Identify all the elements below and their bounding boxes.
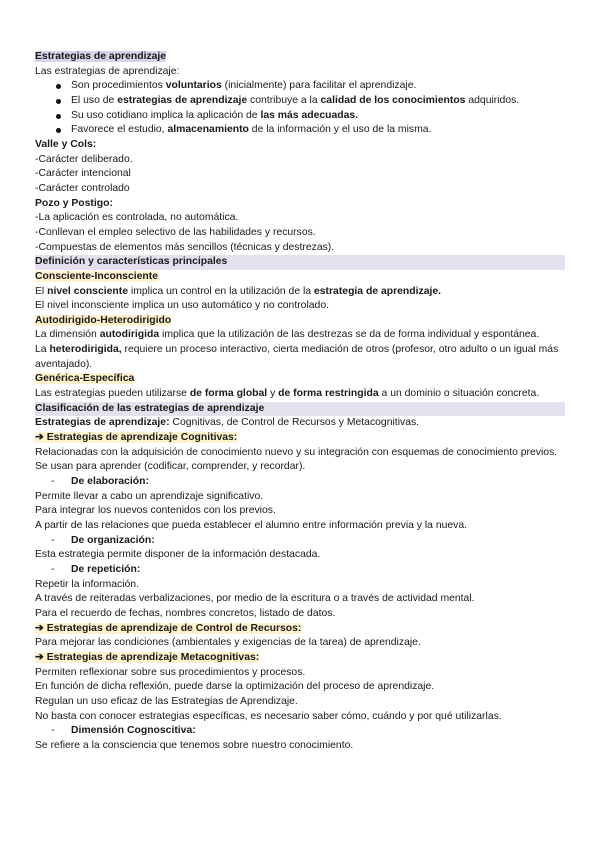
- bullet-icon: [56, 99, 61, 104]
- repetition-heading: - De repetición:: [51, 563, 141, 575]
- pozo-item: -La aplicación es controlada, no automática.: [35, 212, 239, 224]
- pozo-heading: Pozo y Postigo:: [35, 197, 113, 209]
- metacognitive-heading: ➔ Estrategias de aprendizaje Metacognitivas:: [35, 651, 565, 666]
- document-body: [35, 50, 565, 754]
- cognitive-text: Se usan para aprender (codificar, comprender, y recordar).: [35, 461, 306, 473]
- classification-text: Estrategias de aprendizaje: Cognitivas, de Control de Recursos y Metacognitivas.: [35, 417, 420, 429]
- cognitive-text: Relacionadas con la adquisición de conocimiento nuevo y su integración con esquemas de conocimiento previos.: [35, 446, 558, 458]
- arrow-right-icon: ➔: [35, 651, 44, 663]
- bullet-item: Son procedimientos voluntarios (inicialmente) para facilitar el aprendizaje.: [35, 79, 565, 94]
- elaboration-text: Para integrar los nuevos contenidos con los previos.: [35, 505, 276, 517]
- metacognitive-text: Regulan un uso eficaz de las Estrategias de Aprendizaje.: [35, 695, 298, 707]
- valle-heading: Valle y Cols:: [35, 138, 97, 150]
- repetition-text: A través de reiteradas verbalizaciones, por medio de la escritura o a través de actividad mental.: [35, 593, 475, 605]
- metacognitive-text: En función de dicha reflexión, puede darse la optimización del proceso de aprendizaje.: [35, 681, 435, 693]
- auto-text: La dimensión autodirigida implica que la utilización de las destrezas se da de forma individual y espontánea.: [35, 329, 540, 341]
- arrow-right-icon: ➔: [35, 622, 44, 634]
- cognitive-dimension-heading: - Dimensión Cognoscitiva:: [51, 725, 196, 737]
- elaboration-heading: - De elaboración:: [51, 476, 149, 488]
- valle-item: -Carácter intencional: [35, 168, 131, 180]
- ci-text: El nivel inconsciente implica un uso automático y no controlado.: [35, 300, 329, 312]
- cognitive-dimension-text: Se refiere a la consciencia que tenemos sobre nuestro conocimiento.: [35, 739, 354, 751]
- pozo-item: -Conllevan el empleo selectivo de las habilidades y recursos.: [35, 226, 316, 238]
- valle-item: -Carácter deliberado.: [35, 153, 133, 165]
- ci-heading: Consciente-Inconsciente: [35, 270, 158, 282]
- bullet-item: Favorece el estudio, almacenamiento de la información y el uso de la misma.: [35, 123, 565, 138]
- bullet-list: [35, 79, 565, 138]
- bullet-icon: [56, 84, 61, 89]
- cognitive-heading: ➔ Estrategias de aprendizaje Cognitivas:: [35, 431, 565, 446]
- section-title: Estrategias de aprendizaje: [35, 51, 167, 62]
- gen-heading: Genérica-Específica: [35, 373, 135, 385]
- bullet-item: El uso de estrategias de aprendizaje contribuye a la calidad de los conocimientos adquiridos.: [35, 94, 565, 109]
- valle-item: -Carácter controlado: [35, 182, 130, 194]
- pozo-item: -Compuestas de elementos más sencillos (técnicas y destrezas).: [35, 241, 335, 253]
- repetition-text: Para el recuerdo de fechas, nombres concretos, listado de datos.: [35, 607, 336, 619]
- bullet-icon: [56, 114, 61, 119]
- elaboration-text: Permite llevar a cabo un aprendizaje significativo.: [35, 490, 264, 502]
- auto-heading: Autodirigido-Heterodirigido: [35, 314, 172, 326]
- organization-heading: - De organización:: [51, 534, 155, 546]
- definition-heading: Definición y características principales: [35, 255, 565, 270]
- elaboration-text: A partir de las relaciones que pueda establecer el alumno entre información previa y la nueva.: [35, 520, 468, 531]
- metacognitive-text: No basta con conocer estrategias específicas, es necesario saber cómo, cuándo y por qué utilizarlas.: [35, 710, 502, 722]
- control-heading: ➔ Estrategias de aprendizaje de Control de Recursos:: [35, 622, 565, 637]
- gen-text: Las estrategias pueden utilizarse de forma global y de forma restringida a un dominio o situación concreta.: [35, 388, 540, 400]
- bullet-icon: [56, 128, 61, 133]
- arrow-right-icon: ➔: [35, 432, 44, 444]
- classification-heading: Clasificación de las estrategias de aprendizaje: [35, 402, 565, 417]
- metacognitive-text: Permiten reflexionar sobre sus procedimientos y procesos.: [35, 666, 306, 678]
- control-text: Para mejorar las condiciones (ambientales y exigencias de la tarea) de aprendizaje.: [35, 637, 421, 649]
- repetition-text: Repetir la información.: [35, 578, 139, 590]
- intro-text: Las estrategias de aprendizaje:: [35, 65, 180, 77]
- auto-text: La heterodirigida, requiere un proceso interactivo, cierta mediación de otros (profesor, otro adulto o un igual más aventajado).: [35, 344, 559, 370]
- organization-text: Esta estrategia permite disponer de la información destacada.: [35, 549, 321, 561]
- bullet-item: Su uso cotidiano implica la aplicación de las más adecuadas.: [35, 109, 565, 124]
- ci-text: El nivel consciente implica un control en la utilización de la estrategia de aprendizaje.: [35, 285, 442, 297]
